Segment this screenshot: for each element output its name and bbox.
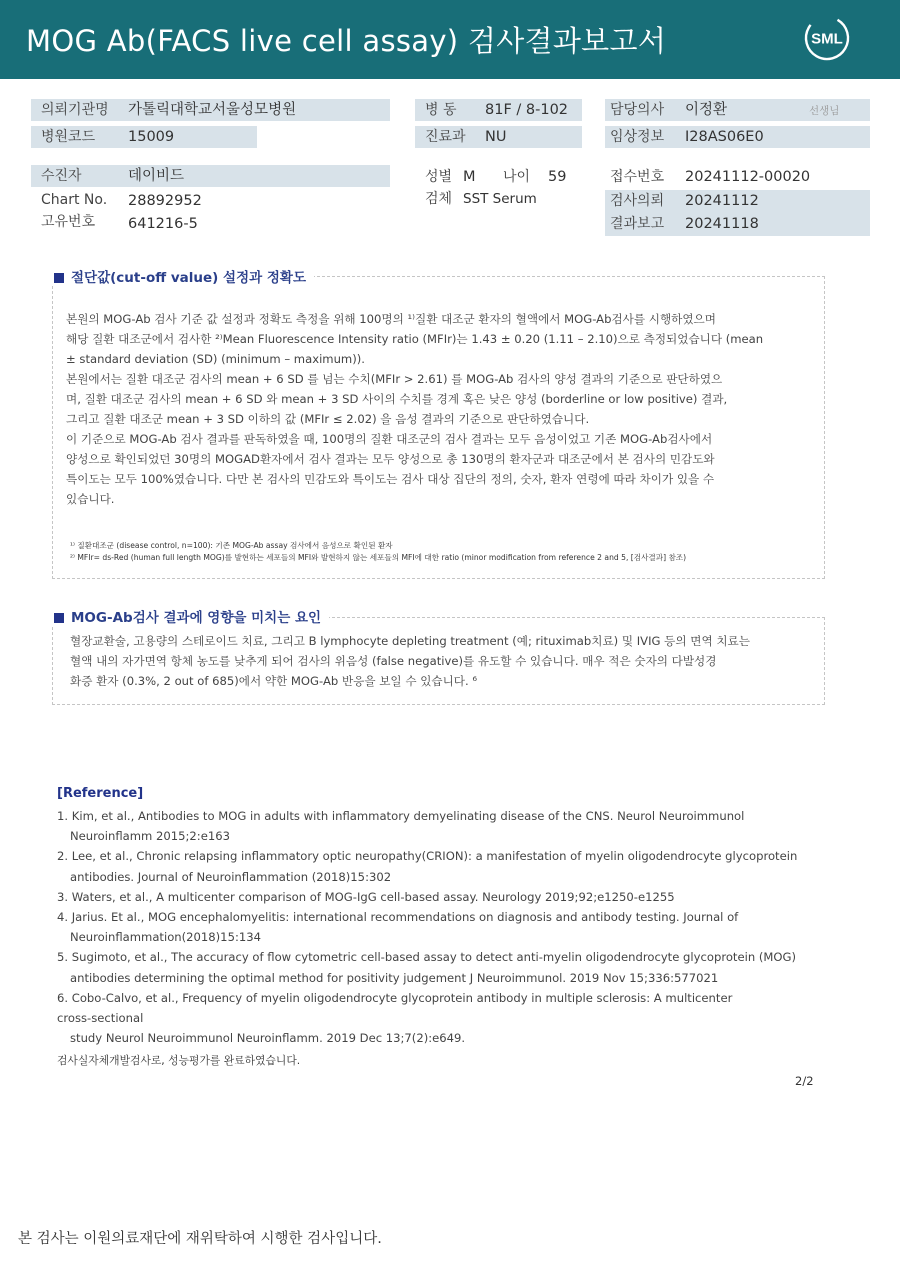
report-date-value: 20241118 — [685, 216, 759, 232]
footer-text: 본 검사는 이원의료재단에 재위탁하여 시행한 검사입니다. — [18, 1231, 382, 1247]
header-banner — [0, 0, 900, 79]
footnote-1: ¹⁾ 질환대조군 (disease control, n=100): 기존 MOG-Ab assay 검사에서 음성으로 확인된 환자 — [70, 541, 393, 550]
ward-label: 병 동 — [425, 102, 457, 118]
validation-note: 검사실자체개발검사로, 성능평가를 완료하였습니다. — [57, 1054, 301, 1067]
sex-value: M — [463, 169, 476, 185]
page-number: 2/2 — [795, 1074, 814, 1088]
age-value: 59 — [548, 169, 567, 185]
patient-bar — [31, 165, 390, 187]
paragraph-line: 양성으로 확인되었던 30명의 MOGAD환자에서 검사 결과는 모두 양성으로 총 130명의 환자군과 대조군에서 본 검사의 민감도와 — [66, 452, 715, 466]
reference-item-cont: antibodies. Journal of Neuroinflammation (2018)15:302 — [70, 869, 392, 884]
department-value: NU — [485, 129, 507, 145]
reference-list — [57, 806, 797, 1048]
report-title: MOG Ab(FACS live cell assay) 검사결과보고서 — [26, 24, 667, 58]
reference-item: 2. Lee, et al., Chronic relapsing inflammatory optic neuropathy(CRION): a manifestation of myelin oligodendrocyte glycoprotein — [57, 849, 798, 864]
footnotes — [70, 540, 686, 564]
paragraph-line: 있습니다. — [66, 492, 115, 506]
paragraph-line: 며, 질환 대조군 검사의 mean + 6 SD 와 mean + 3 SD 사이의 수치를 경계 혹은 낮은 양성 (borderline or low positive) 결과, — [66, 392, 728, 406]
chart-no-label: Chart No. — [41, 192, 108, 208]
reference-item-cont: Neuroinflammation(2018)15:134 — [70, 930, 261, 945]
unique-no-value: 641216-5 — [128, 216, 198, 232]
paragraph-line: 혈액 내의 자가면역 항체 농도를 낮추게 되어 검사의 위음성 (false negative)를 유도할 수 있습니다. 매우 적은 숫자의 다발성경 — [70, 654, 717, 668]
reference-item-cont: antibodies determining the optimal method for positivity judgement J Neuroimmunol. 2019 Nov 15;336:577021 — [70, 970, 719, 985]
paragraph-line: 특이도는 모두 100%였습니다. 다만 본 검사의 민감도와 특이도는 검사 대상 집단의 정의, 숫자, 환자 연령에 따라 차이가 있을 수 — [66, 472, 715, 486]
ward-value: 81F / 8-102 — [485, 102, 569, 118]
paragraph-line: ± standard deviation (SD) (minimum – maximum)). — [66, 352, 365, 366]
svg-text:SML: SML — [811, 30, 843, 48]
unique-no-label: 고유번호 — [41, 214, 96, 230]
doctor-suffix: 선생님 — [809, 105, 840, 117]
request-date-value: 20241112 — [685, 193, 759, 209]
department-label: 진료과 — [425, 129, 466, 145]
footnote-2: ²⁾ MFIr= ds-Red (human full length MOG)를 발현하는 세포들의 MFI와 발현하지 않는 세포들의 MFI에 대한 ratio (minor modification from reference 2 and 5, [검사결과] 참조) — [70, 553, 687, 562]
doctor-label: 담당의사 — [610, 102, 665, 118]
institution-value: 가톨릭대학교서울성모병원 — [128, 102, 297, 118]
institution-label: 의뢰기관명 — [41, 102, 109, 118]
paragraph-line: 이 기준으로 MOG-Ab 검사 결과를 판독하였을 때, 100명의 질환 대조군의 검사 결과는 모두 음성이었고 기존 MOG-Ab검사에서 — [66, 432, 713, 446]
paragraph-line: 본원의 MOG-Ab 검사 기준 값 설정과 정확도 측정을 위해 100명의 ¹⁾질환 대조군 환자의 혈액에서 MOG-Ab검사를 시행하였으며 — [66, 312, 716, 326]
report-date-label: 결과보고 — [610, 216, 665, 232]
sex-label: 성별 — [425, 169, 453, 185]
square-bullet-icon — [54, 273, 64, 283]
receipt-no-label: 접수번호 — [610, 169, 665, 185]
patient-label: 수진자 — [41, 168, 82, 184]
sml-logo — [802, 13, 852, 63]
reference-title: [Reference] — [57, 786, 144, 801]
reference-item-cont: study Neurol Neuroimmunol Neuroinflamm. 2019 Dec 13;7(2):e649. — [70, 1031, 466, 1046]
factors-section-title: MOG-Ab검사 결과에 영향을 미치는 요인 — [50, 606, 329, 626]
specimen-value: SST Serum — [463, 191, 537, 207]
cutoff-section-title: 절단값(cut-off value) 설정과 정확도 — [50, 266, 314, 286]
hospital-code-label: 병원코드 — [41, 129, 96, 145]
receipt-no-value: 20241112-00020 — [685, 169, 811, 185]
clinical-info-value: I28AS06E0 — [685, 129, 764, 145]
reference-item-cont: Neuroinflamm 2015;2:e163 — [70, 829, 230, 844]
cutoff-section-body — [66, 309, 763, 509]
patient-value: 데이비드 — [128, 168, 185, 184]
request-date-label: 검사의뢰 — [610, 193, 665, 209]
specimen-label: 검체 — [425, 191, 453, 207]
reference-item: 5. Sugimoto, et al., The accuracy of flow cytometric cell-based assay to detect anti-myelin oligodendrocyte glycoprotein (MOG) — [57, 950, 797, 965]
paragraph-line: 화증 환자 (0.3%, 2 out of 685)에서 약한 MOG-Ab 반응을 보일 수 있습니다. ⁶ — [70, 674, 478, 688]
paragraph-line: 해당 질환 대조군에서 검사한 ²⁾Mean Fluorescence Intensity ratio (MFIr)는 1.43 ± 0.20 (1.11 – 2.10)으로 측정되었습니다 (mean — [66, 332, 764, 346]
reference-item: 1. Kim, et al., Antibodies to MOG in adults with inflammatory demyelinating disease of the CNS. Neurol Neuroimmunol — [57, 809, 745, 823]
clinical-info-label: 임상정보 — [610, 129, 665, 145]
paragraph-line: 그리고 질환 대조군 mean + 3 SD 이하의 값 (MFIr ≤ 2.02) 을 음성 결과의 기준으로 판단하였습니다. — [66, 412, 590, 426]
square-bullet-icon — [54, 613, 64, 623]
hospital-code-value: 15009 — [128, 129, 175, 145]
paragraph-line: 혈장교환술, 고용량의 스테로이드 치료, 그리고 B lymphocyte depleting treatment (예; rituximab치료) 및 IVIG 등의 면역 치료는 — [70, 634, 750, 648]
reference-item: 6. Cobo-Calvo, et al., Frequency of myelin oligodendrocyte glycoprotein antibody in multiple sclerosis: A multicenter — [57, 990, 733, 1005]
paragraph-line: 본원에서는 질환 대조군 검사의 mean + 6 SD 를 넘는 수치(MFIr > 2.61) 를 MOG-Ab 검사의 양성 결과의 기준으로 판단하였으 — [66, 372, 723, 386]
chart-no-value: 28892952 — [128, 193, 202, 209]
reference-item-cont: cross-sectional — [57, 1011, 144, 1026]
age-label: 나이 — [503, 169, 531, 185]
factors-section-body — [70, 631, 750, 691]
doctor-value: 이정환 — [685, 102, 728, 118]
reference-item: 4. Jarius. Et al., MOG encephalomyelitis: international recommendations on diagnosis and antibody testing. Journal of — [57, 910, 739, 925]
reference-item: 3. Waters, et al., A multicenter comparison of MOG-IgG cell-based assay. Neurology 2019;92;e1250-e1255 — [57, 889, 675, 904]
